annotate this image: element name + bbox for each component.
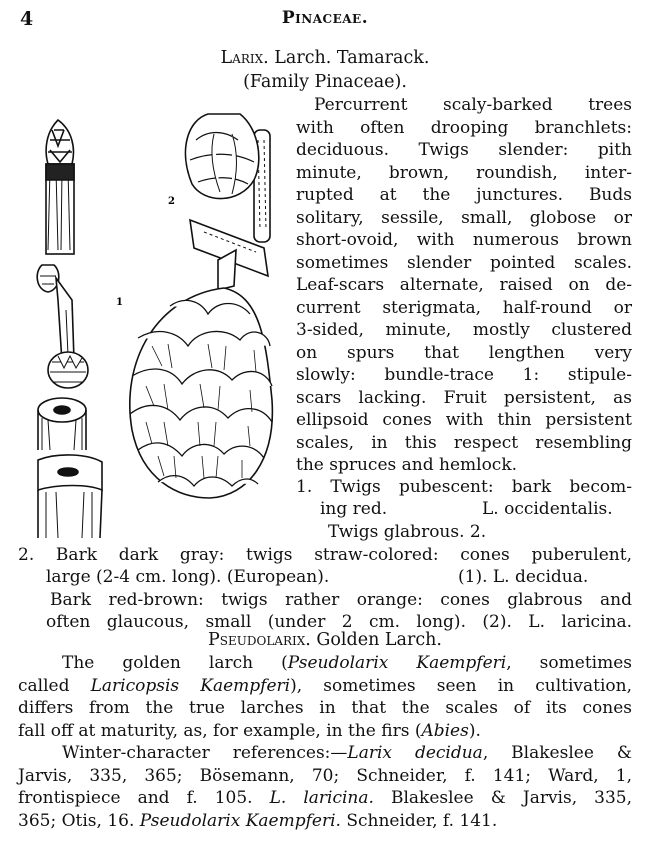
larix-illustration [28,100,296,540]
key-2b-line2: often glaucous, small (under 2 cm. long). (2). L. laricina. [46,612,632,632]
pseudolarix-p1-line3: differs from the true larches in that the scales of its cones [18,698,632,718]
larix-description-line: Percurrent scaly-barked trees [314,95,632,115]
larix-description-line: sometimes slender pointed scales. [296,252,632,273]
larix-description-line: short-ovoid, with numerous brown [296,230,632,250]
running-head: Pinaceae. [281,8,369,28]
key-2a-line1: 2. Bark dark gray: twigs straw-colored: cones puberulent, [18,545,632,565]
page-number: 4 [20,8,34,30]
larix-description-line: deciduous. Twigs slender: pith [296,140,632,160]
larix-description-line: slowly: bundle-trace 1: stipule- [296,365,632,385]
key-1b: Twigs glabrous. 2. [328,522,487,542]
leaf-scar-figure [38,455,102,538]
key-1a-line2-right: L. occidentalis. [482,499,613,519]
figure-label-2: 2 [168,196,175,207]
larix-description-line: Leaf-scars alternate, raised on de- [296,275,632,295]
pseudolarix-common-name: Golden Larch. [316,630,442,650]
larix-common-names: Larch. Tamarack. [274,48,430,68]
references-line1: Winter-character references:—Larix decidua, Blakeslee & [62,743,632,763]
larix-spur-figure [37,265,74,362]
larix-description-line: with often drooping branchlets: [296,117,632,138]
pseudolarix-p1-line2: called Laricopsis Kaempferi), sometimes seen in cultivation, [18,675,632,696]
larix-description-line: the spruces and hemlock. [296,455,518,475]
larix-family: (Family Pinaceae). [243,72,407,92]
larix-bud-twig-figure [46,120,74,254]
larix-description-line: on spurs that lengthen very [296,342,632,363]
larix-description-line: rupted at the junctures. Buds [296,185,632,205]
pseudolarix-p1-line1: The golden larch (Pseudolarix Kaempferi, sometimes [62,653,632,673]
references-line4: 365; Otis, 16. Pseudolarix Kaempferi. Schneider, f. 141. [18,810,498,831]
key-2a-line2-right: (1). L. decidua. [458,567,589,587]
key-1a-line1: 1. Twigs pubescent: bark becom- [296,477,632,497]
larix-genus: Larix. [220,48,269,68]
larix-heading [0,48,650,68]
pseudolarix-genus: Pseudolarix. [208,630,311,650]
key-2a-line2-left: large (2-4 cm. long). (European). [46,567,330,587]
larix-description-line: ellipsoid cones with thin persistent [296,410,632,430]
key-2b-line1: Bark red-brown: twigs rather orange: cones glabrous and [50,590,632,610]
larix-description-line: current sterigmata, half-round or [296,297,632,318]
larix-description-line: scales, in this respect resembling [296,432,632,453]
pseudolarix-p1-line4: fall off at maturity, as, for example, in the firs (Abies). [18,720,481,741]
twig-cross-section-figure [38,398,86,450]
larix-description-line: 3-sided, minute, mostly clustered [296,320,632,340]
larix-description-line: solitary, sessile, small, globose or [296,207,632,228]
larix-large-cone-figure [130,220,273,498]
larix-description-line: scars lacking. Fruit persistent, as [296,387,632,408]
larix-description-line: minute, brown, roundish, inter- [296,162,632,183]
pseudolarix-paragraph [18,652,632,742]
pseudolarix-heading [0,630,650,650]
larix-description [296,94,632,477]
larix-spur-tip-figure [48,352,88,388]
references-line2: Jarvis, 335, 365; Bösemann, 70; Schneider, f. 141; Ward, 1, [18,765,632,786]
references-line3: frontispiece and f. 105. L. laricina. Blakeslee & Jarvis, 335, [18,788,633,808]
figure-label-1: 1 [116,297,123,308]
references-paragraph [18,742,632,832]
key-1a-line2-left: ing red. [320,499,388,519]
